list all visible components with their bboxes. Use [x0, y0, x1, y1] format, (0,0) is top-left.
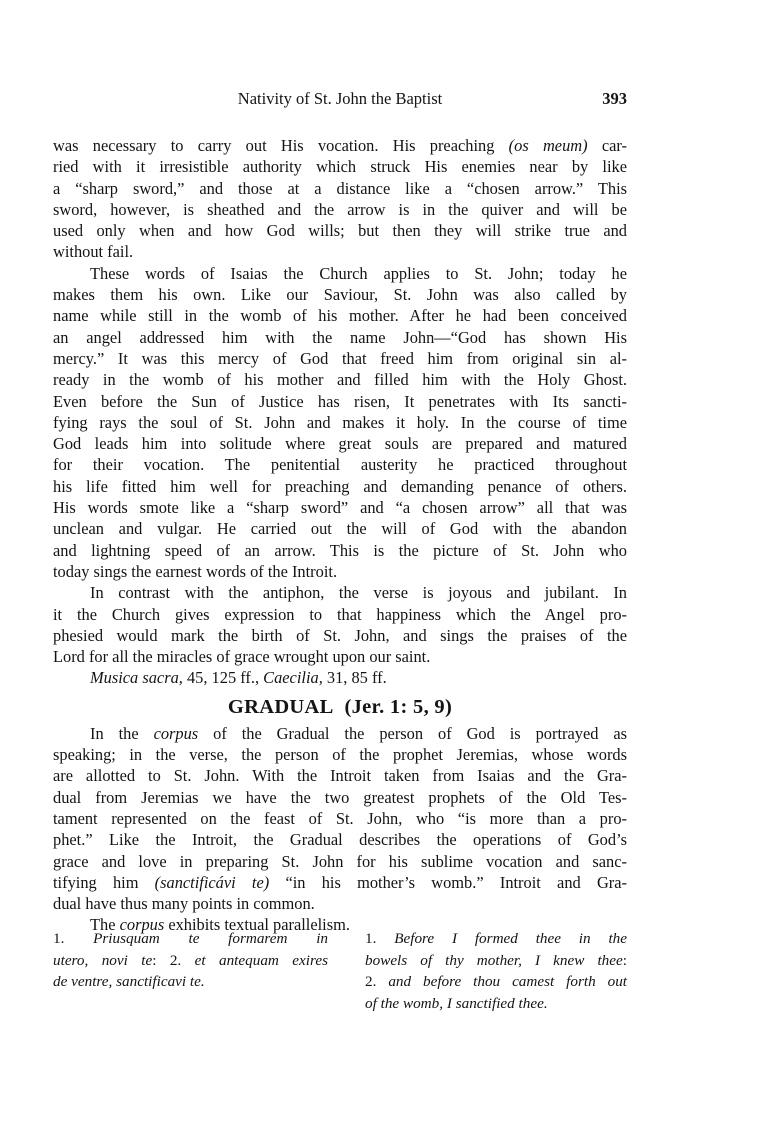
text-line — [53, 582, 627, 603]
text-line — [53, 327, 627, 348]
text-line — [53, 518, 627, 539]
roman-text: ready in the womb of his mother and filled him with the Holy Ghost. — [53, 370, 627, 390]
roman-text: today sings the earnest words of the Introit. — [53, 561, 338, 581]
latin-line — [53, 950, 328, 972]
italic-text: Priusquam te formarem in — [93, 930, 329, 947]
italic-text: utero, novi te — [53, 951, 153, 969]
roman-text: mercy.” It was this mercy of God that freed him from original sin al- — [53, 348, 627, 368]
roman-text: His words smote like a “sharp sword” and “a chosen arrow” all that was — [53, 498, 627, 518]
roman-text: unclean and vulgar. He carried out the will of God with the abandon — [53, 519, 627, 539]
text-line — [53, 646, 627, 667]
roman-text: for their vocation. The penitential austerity he practiced throughout — [53, 455, 627, 475]
roman-text: In the — [90, 723, 154, 743]
italic-text: and before thou camest forth out — [388, 973, 628, 990]
text-line — [53, 412, 627, 433]
paragraph-1 — [53, 135, 627, 263]
roman-text: it the Church gives expression to that happiness which the Angel pro- — [53, 604, 627, 624]
english-column — [365, 928, 627, 1014]
text-line — [53, 454, 627, 475]
italic-text: de ventre, sanctificavi te. — [53, 973, 205, 990]
roman-text: are allotted to St. John. With the Introit taken from Isaias and the Gra- — [53, 766, 627, 786]
text-line — [53, 263, 627, 284]
bibliographic-reference — [53, 667, 627, 688]
text-line — [53, 178, 627, 199]
roman-text: In contrast with the antiphon, the verse is joyous and jubilant. In — [90, 583, 627, 603]
english-line — [365, 928, 627, 950]
roman-text: fying rays the soul of St. John and makes it holy. In the course of time — [53, 412, 627, 432]
reference-pages-2: 31, 85 ff. — [322, 668, 387, 688]
roman-text: “in his mother’s womb.” Introit and Gra- — [269, 872, 627, 892]
text-line — [53, 787, 627, 808]
roman-text: grace and love in preparing St. John for his sublime vocation and sanc- — [53, 851, 627, 871]
page-number: 393 — [602, 89, 627, 108]
latin-line — [53, 971, 328, 993]
text-line — [53, 765, 627, 786]
roman-text: a “sharp sword,” and those at a distance like a “chosen arrow.” This — [53, 178, 627, 198]
section-heading — [53, 691, 627, 723]
roman-text: of the Gradual the person of God is portrayed as — [198, 723, 628, 743]
text-line — [53, 497, 627, 518]
roman-text: 2. — [365, 973, 389, 990]
text-line — [53, 348, 627, 369]
roman-text: dual from Jeremias we have the two greatest prophets of the Old Tes- — [53, 787, 627, 807]
italic-text: corpus — [119, 915, 165, 935]
roman-text: 1. — [365, 930, 395, 947]
roman-text: Lord for all the miracles of grace wrought upon our saint. — [53, 647, 431, 667]
reference-title-2: Caecilia, — [263, 668, 323, 688]
italic-text: bowels of thy mother, I knew thee — [365, 951, 623, 969]
roman-text: The — [90, 915, 120, 935]
roman-text: without fail. — [53, 242, 134, 262]
text-line — [53, 199, 627, 220]
paragraph-3 — [53, 582, 627, 667]
paragraph-4 — [53, 723, 627, 915]
text-line — [53, 476, 627, 497]
english-line — [365, 971, 627, 993]
english-line — [365, 993, 627, 1015]
text-line — [53, 808, 627, 829]
text-line — [53, 135, 627, 156]
roman-text: tifying him — [53, 872, 155, 892]
paragraph-2 — [53, 263, 627, 582]
italic-text: et antequam exires — [194, 951, 328, 969]
roman-text: God leads him into solitude where great souls are prepared and matured — [53, 434, 627, 454]
roman-text: phet.” Like the Introit, the Gradual describes the operations of God’s — [53, 830, 627, 850]
body-text — [53, 135, 627, 936]
reference-title-1: Musica sacra, — [90, 668, 183, 688]
roman-text: ried with it irresistible authority which struck His enemies near by like — [53, 157, 627, 177]
roman-text: car- — [587, 136, 627, 155]
english-line — [365, 950, 627, 972]
italic-text: corpus — [153, 723, 199, 743]
roman-text: exhibits textual parallelism. — [164, 915, 350, 935]
text-line — [53, 433, 627, 454]
text-line — [53, 872, 627, 893]
roman-text: his life fitted him well for preaching and demanding penance of others. — [53, 476, 627, 496]
text-line — [53, 744, 627, 765]
roman-text: used only when and how God wills; but then they will strike true and — [53, 221, 627, 241]
reference-pages-1: 45, 125 ff., — [182, 668, 264, 688]
roman-text: was necessary to carry out His vocation. His preaching — [53, 136, 509, 155]
roman-text: an angel addressed him with the name John—“God has shown His — [53, 327, 627, 347]
section-scripture-ref: (Jer. 1: 5, 9) — [344, 695, 453, 718]
parallel-text-columns — [53, 928, 627, 1014]
text-line — [53, 829, 627, 850]
text-line — [53, 893, 627, 914]
text-line — [53, 851, 627, 872]
text-line — [53, 305, 627, 326]
text-line — [53, 604, 627, 625]
roman-text: dual have thus many points in common. — [53, 894, 315, 914]
italic-text: Before I formed thee in the — [394, 930, 627, 947]
text-line — [53, 391, 627, 412]
italic-text: of the womb, I sanctified thee. — [365, 994, 548, 1012]
italic-text: (sanctificávi te) — [154, 872, 270, 892]
roman-text: sword, however, is sheathed and the arrow is in the quiver and will be — [53, 199, 627, 219]
text-line — [53, 241, 627, 262]
text-line — [53, 723, 627, 744]
text-line — [53, 220, 627, 241]
roman-text: phesied would mark the birth of St. John, and sings the praises of the — [53, 625, 627, 645]
roman-text: and lightning speed of an arrow. This is the picture of St. John who — [53, 540, 627, 560]
roman-text: Even before the Sun of Justice has risen, It penetrates with Its sancti- — [53, 391, 627, 411]
text-line — [53, 156, 627, 177]
text-line — [53, 625, 627, 646]
running-title: Nativity of St. John the Baptist — [237, 89, 443, 108]
roman-text: speaking; in the verse, the person of the prophet Jeremias, whose words — [53, 745, 627, 765]
text-line — [53, 561, 627, 582]
running-head — [53, 89, 627, 115]
text-line — [53, 540, 627, 561]
roman-text: These words of Isaias the Church applies to St. John; today he — [90, 263, 627, 283]
roman-text: : 2. — [152, 951, 195, 969]
roman-text: tament represented on the feast of St. John, who “is more than a pro- — [53, 808, 627, 828]
text-line — [53, 369, 627, 390]
latin-column — [53, 928, 328, 1014]
text-line — [53, 284, 627, 305]
section-title: GRADUAL — [227, 695, 334, 718]
roman-text: : — [622, 951, 627, 969]
roman-text: name while still in the womb of his mother. After he had been conceived — [53, 306, 627, 326]
italic-text: (os meum) — [508, 136, 588, 155]
roman-text: makes them his own. Like our Saviour, St. John was also called by — [53, 285, 627, 305]
roman-text: 1. — [53, 930, 94, 947]
latin-line — [53, 928, 328, 950]
